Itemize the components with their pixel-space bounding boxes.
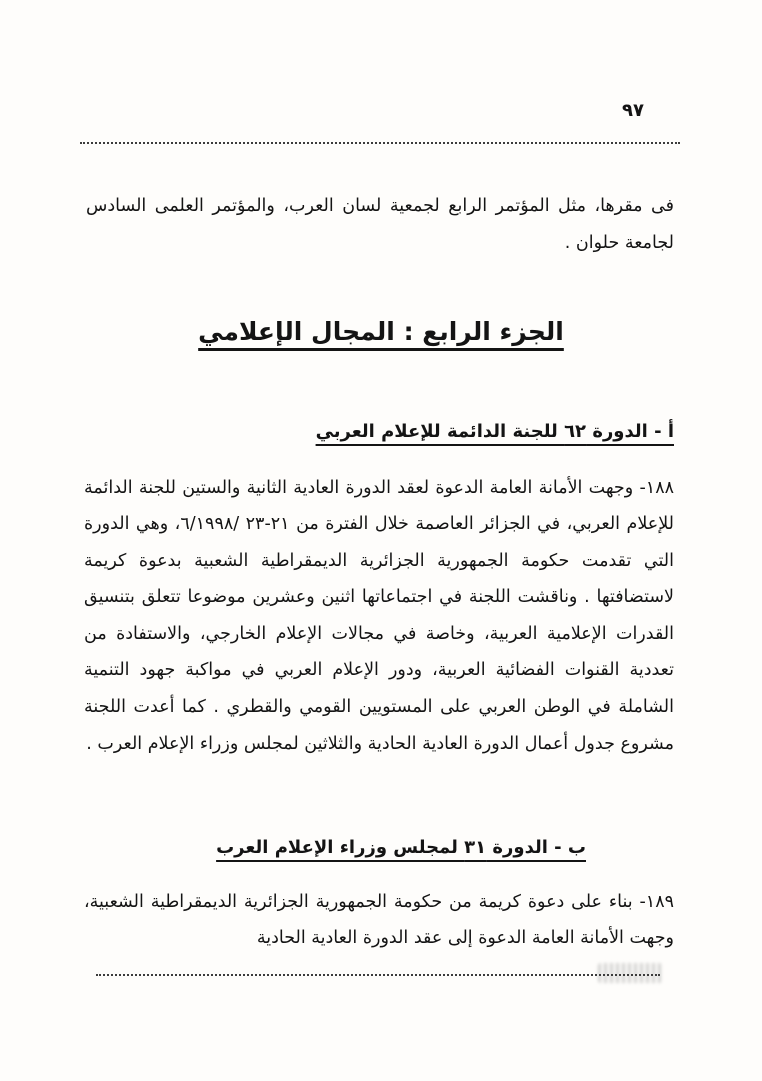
paragraph-188: ١٨٨- وجهت الأمانة العامة الدعوة لعقد الدورة العادية الثانية والستين للجنة الدائمة للإعلام العربي، في الجزائر العاصمة خلال الفترة من ٢١-٢٣ /٦/١٩٩٨، وهي الدورة التي تقدمت حكومة الجمهورية الجزائرية الديمقراطية الشعبية بدعوة كريمة لاستضافتها . وناقشت اللجنة في اجتماعاتها اثنين وعشرين موضوعا تتعلق بتنسيق القدرات الإعلامية العربية، وخاصة في مجالات الإعلام الخارجي، والاستفادة من تعددية القنوات الفضائية العربية، ودور الإعلام العربي في مواكبة جهود التنمية الشاملة في الوطن العربي على المستويين القومي والقطري . كما أعدت اللجنة مشروع جدول أعمال الدورة العادية الحادية والثلاثين لمجلس وزراء الإعلام العرب .	[84, 477, 674, 754]
page-number: ٩٧	[622, 100, 644, 121]
paragraph-189: ١٨٩- بناء على دعوة كريمة من حكومة الجمهورية الجزائرية الديمقراطية الشعبية، وجهت الأمانة العامة الدعوة إلى عقد الدورة العادية الحادية	[84, 891, 674, 949]
scan-artifact-smudge	[598, 963, 662, 983]
top-dotted-rule	[80, 142, 680, 144]
intro-paragraph: فى مقرها، مثل المؤتمر الرابع لجمعية لسان العرب، والمؤتمر العلمى السادس لجامعة حلوان .	[86, 195, 674, 253]
section-a-heading: أ - الدورة ٦٢ للجنة الدائمة للإعلام العربي	[315, 420, 674, 442]
bottom-dotted-rule	[96, 974, 660, 976]
section-b-heading: ب - الدورة ٣١ لمجلس وزراء الإعلام العرب	[216, 836, 586, 858]
part-heading: الجزء الرابع : المجال الإعلامي	[198, 316, 564, 346]
